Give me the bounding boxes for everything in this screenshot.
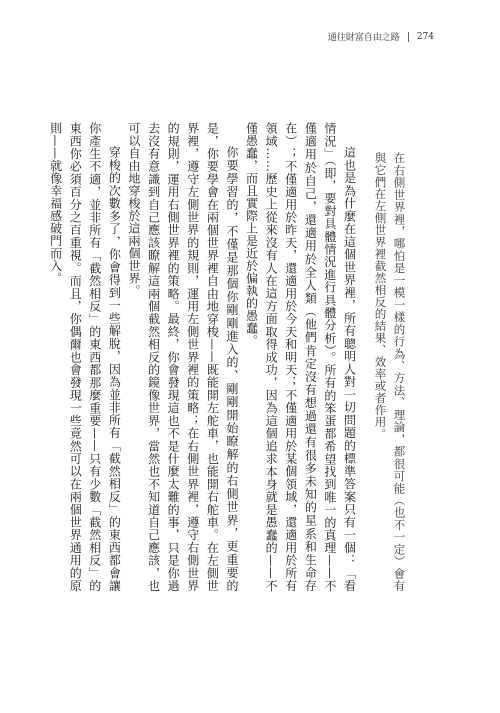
page-body xyxy=(48,122,420,592)
running-header xyxy=(328,30,434,43)
header-divider xyxy=(408,32,409,42)
page-number: 274 xyxy=(416,31,434,42)
block-quote: 在右側世界裡，哪怕是一模一樣的行為、方法、理論，都很可能（也不一定）會有與它們在左側世界裡截然相反的結果、效率或者作用。 xyxy=(373,152,407,592)
paragraph-1: 這也是為什麼在這個世界裡，所有聰明人對一切問題的標準答案只有一個：「看情況」（即，要對具體情況進行具體分析）。所有的笨蛋都希望找到唯一的真理——不僅適用於自己，還適用於全人類（他們肯定沒有想過還有很多未知的星系和生命存在）；不僅適用於昨天，還適用於今天和明天；不僅適用於某個領域，還適用於所有領域……歷史上從來沒有人在這方面取得成功，因為這個追求本身就是愚蠢的——不僅愚蠢，而且實際上是近於偏執的愚蠢。 xyxy=(244,122,357,592)
paragraph-3: 穿梭的次數多了，你會得到一些解脫，因為並非所有「截然相反」的東西都會讓你產生不適，並非所有「截然相反」的東西都那麼重要——只有少數「截然相反」的東西你必須百分之百重視。而且，你偶爾也會發現一些竟然可以在兩個世界通用的原則——就像幸福感破門而入。 xyxy=(48,122,122,592)
book-title: 通往財富自由之路 xyxy=(327,33,400,43)
paragraph-2: 你要學習的，不僅是那個你剛剛進入的、剛剛開始瞭解的右側世界，更重要的是，你要學會在兩個世界裡自由地穿梭——既能開左舵車，也能開右舵車。在左側世界裡，遵守左側世界的規則，運用左側世界裡的策略；在右側世界裡，遵守右側世界的規則，運用右側世界裡的策略。最終，你會發現這也不是什麼太難的事，只是你過去沒有意識到自己應該瞭解這兩個截然相反的鏡像世界，當然也不知道自己應該，也可以自由地穿梭於這兩個世界。 xyxy=(126,122,239,592)
